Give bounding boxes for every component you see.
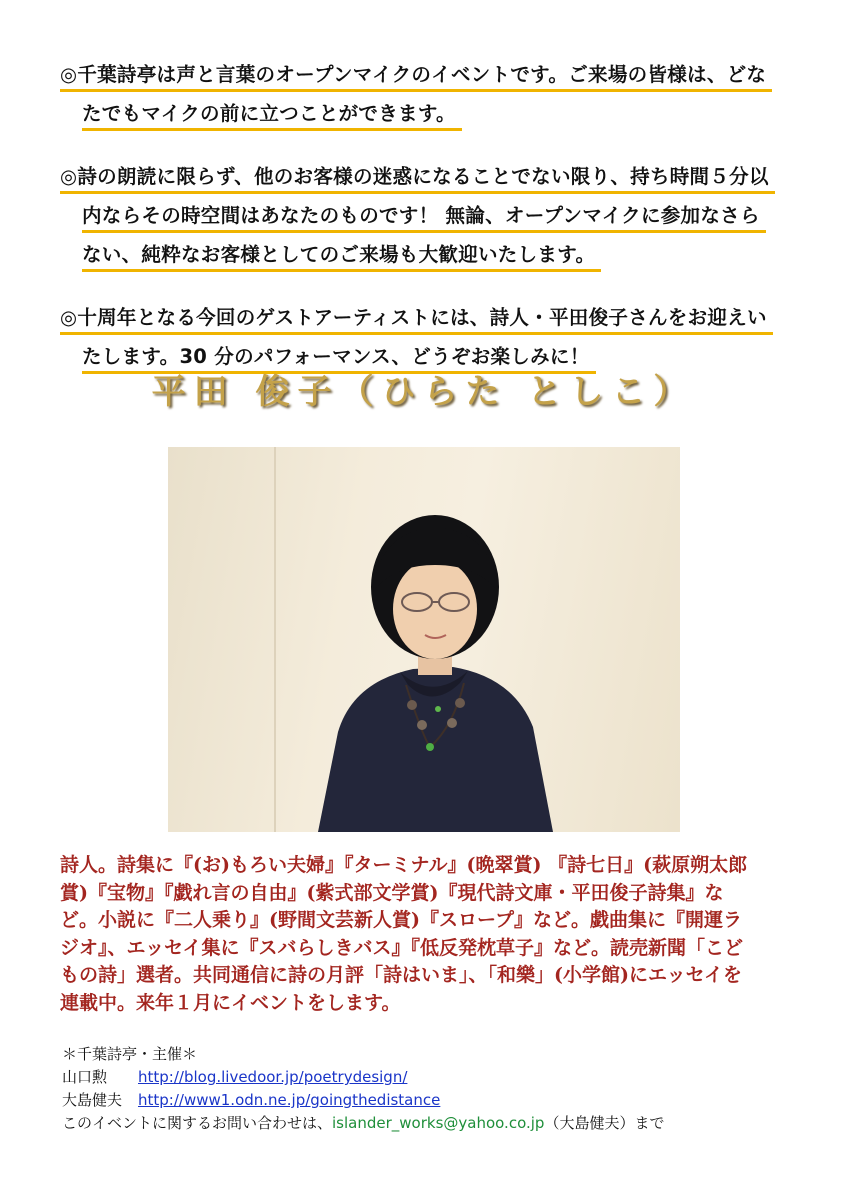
bio-line: 詩人。詩集に『(お)もろい夫婦』『ターミナル』(晩翠賞) 『詩七日』(萩原朔太郎 — [60, 854, 748, 876]
intro-line: たします。30 分のパフォーマンス、どうぞお楽しみに！ — [82, 343, 596, 374]
contact-suffix: （大島健夫）まで — [544, 1114, 665, 1132]
organizer-blog-link[interactable]: http://blog.livedoor.jp/poetrydesign/ — [138, 1068, 408, 1086]
organizer-name: 山口勲 — [62, 1068, 108, 1086]
bio-line: 連載中。来年１月にイベントをします。 — [60, 991, 401, 1014]
portrait-figure — [168, 447, 680, 832]
organizer-row-1 — [62, 1066, 802, 1089]
guest-portrait-photo — [168, 447, 680, 832]
intro-line: たでもマイクの前に立つことができます。 — [82, 100, 462, 131]
intro-line: 内ならその時空間はあなたのものです！ 無論、オープンマイクに参加なさら — [82, 202, 766, 233]
organizer-site-link[interactable]: http://www1.odn.ne.jp/goingthedistance — [138, 1091, 441, 1109]
bio-line: もの詩」選者。共同通信に詩の月評「詩はいま」、「和樂」(小学館)にエッセイを — [60, 964, 743, 986]
intro-paragraph-rules — [60, 160, 800, 277]
organizer-name: 大島健夫 — [62, 1091, 123, 1109]
organizer-label: ＊千葉詩亭・主催＊ — [62, 1045, 198, 1063]
intro-section — [60, 58, 800, 403]
bio-line: ど。小説に『二人乗り』(野間文芸新人賞)『スロープ』など。戯曲集に『開運ラ — [60, 909, 743, 931]
intro-line: ◎千葉詩亭は声と言葉のオープンマイクのイベントです。ご来場の皆様は、どな — [60, 61, 772, 92]
contact-line — [62, 1112, 802, 1135]
guest-name-title: 平田 俊子（ひらた としこ） — [151, 372, 696, 412]
bio-line: 賞)『宝物』『戯れ言の自由』(紫式部文学賞)『現代詩文庫・平田俊子詩集』な — [60, 881, 724, 904]
contact-email[interactable]: islander_works@yahoo.co.jp — [332, 1114, 545, 1132]
guest-biography — [60, 852, 790, 1017]
intro-line: ◎十周年となる今回のゲストアーティストには、詩人・平田俊子さんをお迎えい — [60, 304, 773, 335]
organizer-row-2 — [62, 1089, 802, 1112]
intro-paragraph-open-mic — [60, 58, 800, 136]
contact-prefix: このイベントに関するお問い合わせは、 — [62, 1114, 333, 1132]
bio-line: ジオ』、エッセイ集に『スバらしきバス』『低反発枕草子』など。読売新聞「こど — [60, 936, 744, 959]
intro-line: ◎詩の朗読に限らず、他のお客様の迷惑になることでない限り、持ち時間５分以 — [60, 163, 775, 194]
intro-line: ない、純粋なお客様としてのご来場も大歓迎いたします。 — [82, 241, 601, 272]
organizer-footer — [62, 1043, 802, 1135]
